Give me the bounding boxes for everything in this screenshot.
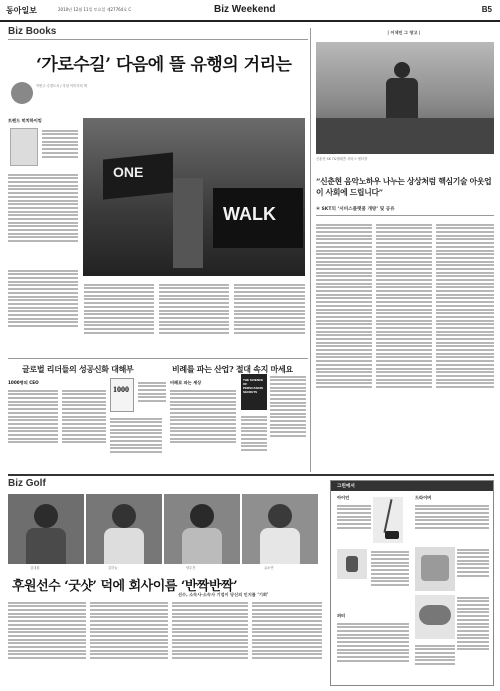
article-text (8, 600, 86, 686)
column-divider (310, 28, 311, 472)
box-title: 그린에서 (337, 484, 355, 489)
page-number: B5 (481, 5, 492, 14)
article-text (62, 388, 106, 468)
product-label: 아이언 (337, 495, 350, 500)
person-body (386, 78, 418, 118)
book-subhead: 글로벌 리더들의 성공신화 대해부 (22, 364, 134, 374)
book-cover-persuasion (241, 374, 267, 410)
golf-subhead: 선수, 소속사·소속사 기업이 당신의 인지를 ‘기회’ (178, 592, 269, 597)
product-text (457, 547, 489, 591)
player-head (190, 504, 214, 528)
player-body (104, 528, 144, 564)
product-text (371, 549, 409, 609)
books-headline: ‘가로수길’ 다음에 뜰 유행의 거리는 (36, 55, 292, 75)
article-text (90, 600, 168, 686)
sub-label: 비례로 파는 세상 (170, 380, 202, 385)
product-shape (421, 555, 449, 581)
section-rule (8, 474, 494, 476)
book-text (42, 128, 78, 166)
section-title: Biz Weekend (214, 4, 276, 15)
player-body (182, 528, 222, 564)
article-text (252, 600, 322, 686)
book-title: 트렌드 히치하이킹 (8, 118, 42, 123)
golf-headline: 후원선수 ‘굿샷’ 덕에 회사이름 ‘반짝반짝’ (12, 579, 238, 594)
article-text (8, 268, 78, 352)
issue-info: 2010년 12월 11일 토요일 제27764호 C (58, 7, 132, 12)
interview-subtitle: ④ SKT의 ‘서비스플랫폼 개방’ 및 공유 (316, 207, 395, 212)
book-cover (10, 128, 38, 166)
player-photo (164, 494, 240, 564)
article-text (138, 380, 166, 414)
author-avatar (11, 82, 33, 104)
article-text (436, 222, 494, 468)
ground (316, 118, 494, 154)
book-cover-1000 (110, 378, 134, 412)
product-text (415, 643, 455, 681)
golf-section-label: Biz Golf (8, 478, 46, 489)
article-text (159, 282, 229, 352)
player-head (268, 504, 292, 528)
cover-number: 1000 (113, 385, 129, 394)
divider (8, 358, 308, 359)
product-text (457, 595, 489, 681)
product-image (415, 547, 455, 591)
sub-label: 1000명의 CEO (8, 380, 39, 385)
product-image (415, 595, 455, 639)
article-text (84, 282, 154, 352)
masthead (0, 0, 500, 22)
player-photo (86, 494, 162, 564)
article-text (376, 222, 432, 468)
article-text (241, 414, 267, 468)
interview-quote: “신춘현 음악노하우 나누는 상상처럼 핵심기술 아웃업이 사회에 드립니다” (316, 177, 492, 197)
books-section-label: Biz Books (8, 26, 57, 37)
product-label: 드라이버 (415, 495, 432, 500)
article-text (8, 172, 78, 262)
product-text (337, 621, 409, 681)
divider (316, 215, 494, 216)
interview-photo (316, 42, 494, 154)
club-head (385, 531, 399, 539)
player-head (112, 504, 136, 528)
author-caption: 이번주 수경도서 / 추천 이미지의 책 (36, 84, 87, 88)
player-photo (242, 494, 318, 564)
player-name: 양수진 (186, 566, 196, 570)
pole (173, 178, 203, 268)
interview-box-label: | 이색인 그 땅고 | (387, 30, 421, 35)
club-shaft (383, 499, 392, 533)
walk-photo (83, 118, 305, 276)
book-subhead: 비례를 파는 산업? 절대 속지 마세요 (172, 364, 293, 374)
player-body (26, 528, 66, 564)
article-text (172, 600, 248, 686)
player-name: 김하늘 (108, 566, 118, 570)
product-shape (419, 605, 451, 625)
article-text (316, 222, 372, 468)
article-text (170, 388, 236, 468)
product-label: 퍼터 (337, 613, 346, 618)
golf-club-image (373, 497, 403, 543)
player-body (260, 528, 300, 564)
interview-caption: 신춘현 SK T&텔레콤 서비스 센터장 (316, 157, 368, 161)
product-text (337, 503, 371, 543)
newspaper-name: 동아일보 (6, 6, 37, 15)
player-name: 유소연 (264, 566, 274, 570)
article-text (270, 374, 306, 468)
player-photo (8, 494, 84, 564)
golf-products-box (330, 480, 494, 686)
article-text (110, 416, 162, 468)
box-header-bar (331, 481, 493, 491)
divider (8, 39, 308, 40)
photo-sign-one: ONE (113, 164, 144, 180)
article-text (8, 388, 58, 468)
product-image (337, 549, 367, 579)
player-head (34, 504, 58, 528)
product-shape (346, 556, 358, 572)
article-text (234, 282, 305, 352)
player-name: 김대섭 (30, 566, 40, 570)
photo-sign-walk: WALK (223, 204, 276, 224)
cover-title: THE SCIENCE OF PERSUASION SECRETS (243, 378, 264, 394)
person-head (394, 62, 410, 78)
product-text (415, 503, 489, 543)
